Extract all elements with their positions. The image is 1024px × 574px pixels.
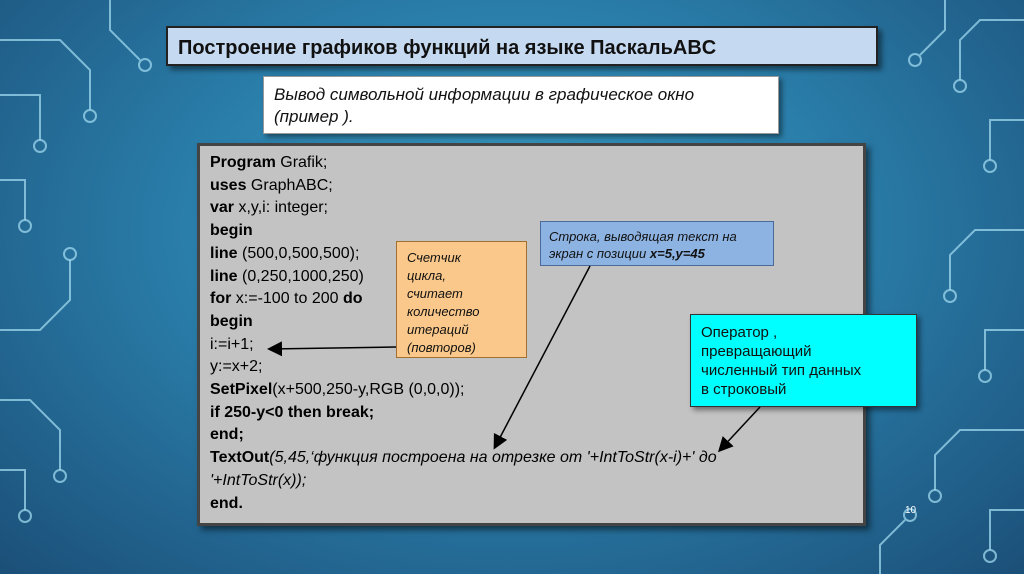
code-line bbox=[210, 175, 853, 198]
code-keyword: if 250-y<0 then break; bbox=[210, 403, 375, 421]
callout-line: Счетчик bbox=[407, 250, 461, 265]
code-keyword: line bbox=[210, 244, 238, 262]
code-text: (5,45,‘функция построена на отрезке от '+IntToStr(x-i)+' до bbox=[269, 449, 717, 467]
callout-line: в строковый bbox=[701, 381, 787, 398]
code-keyword: for bbox=[210, 290, 232, 308]
callout-line: Строка, выводящая текст на bbox=[549, 229, 737, 244]
code-text: (x+500,250-y,RGB (0,0,0)); bbox=[272, 381, 465, 399]
code-text: Grafik; bbox=[275, 154, 328, 171]
code-keyword: do bbox=[342, 290, 363, 308]
code-text: x,y,i: integer; bbox=[234, 199, 328, 217]
slide-subtitle bbox=[263, 76, 779, 134]
callout-line: цикла, bbox=[407, 268, 446, 283]
code-keyword: end. bbox=[210, 494, 243, 512]
code-keyword: end; bbox=[210, 426, 244, 444]
code-keyword: Program bbox=[210, 154, 276, 171]
callout-line: Оператор , bbox=[701, 324, 778, 341]
subtitle-line-2: (пример ). bbox=[274, 107, 354, 126]
code-keyword: begin bbox=[210, 312, 253, 330]
code-keyword: begin bbox=[210, 222, 253, 240]
page-number: 10 bbox=[905, 505, 917, 516]
callout-line: превращающий bbox=[701, 343, 812, 360]
callout-line: количество bbox=[407, 304, 480, 319]
subtitle-line-1: Вывод символьной информации в графическое окно bbox=[274, 85, 695, 104]
callout-text: экран с позиции bbox=[549, 246, 650, 261]
code-line bbox=[210, 493, 853, 516]
code-text: (500,0,500,500); bbox=[237, 244, 360, 262]
code-keyword: SetPixel bbox=[210, 381, 273, 399]
callout-line: численный тип данных bbox=[701, 362, 862, 379]
code-line bbox=[210, 266, 853, 289]
callout-line: итераций bbox=[407, 322, 469, 337]
code-text: y:=x+2; bbox=[210, 358, 263, 376]
code-text: i:=i+1; bbox=[210, 335, 254, 353]
code-line bbox=[210, 447, 853, 470]
code-keyword: line bbox=[210, 267, 238, 285]
counter-callout bbox=[396, 241, 527, 358]
code-text: x:=-100 to 200 bbox=[231, 290, 343, 308]
operator-callout bbox=[690, 314, 917, 407]
callout-line: (повторов) bbox=[407, 340, 476, 355]
code-keyword: var bbox=[210, 199, 235, 217]
code-line bbox=[210, 470, 853, 493]
callout-line: считает bbox=[407, 286, 463, 301]
code-line bbox=[210, 424, 853, 447]
textout-callout bbox=[540, 221, 774, 266]
code-line bbox=[210, 152, 853, 175]
slide-title: Построение графиков функций на языке ПаскальABC bbox=[166, 26, 878, 66]
code-text: '+IntToStr(x)); bbox=[210, 471, 307, 489]
code-keyword: TextOut bbox=[210, 449, 270, 467]
code-text: (0,250,1000,250) bbox=[237, 267, 364, 285]
code-line bbox=[210, 197, 853, 220]
code-keyword: uses bbox=[210, 176, 247, 194]
code-text: GraphABC; bbox=[246, 176, 333, 194]
callout-line bbox=[549, 245, 765, 262]
code-line bbox=[210, 288, 853, 311]
callout-bold-text: x=5,y=45 bbox=[649, 246, 705, 261]
